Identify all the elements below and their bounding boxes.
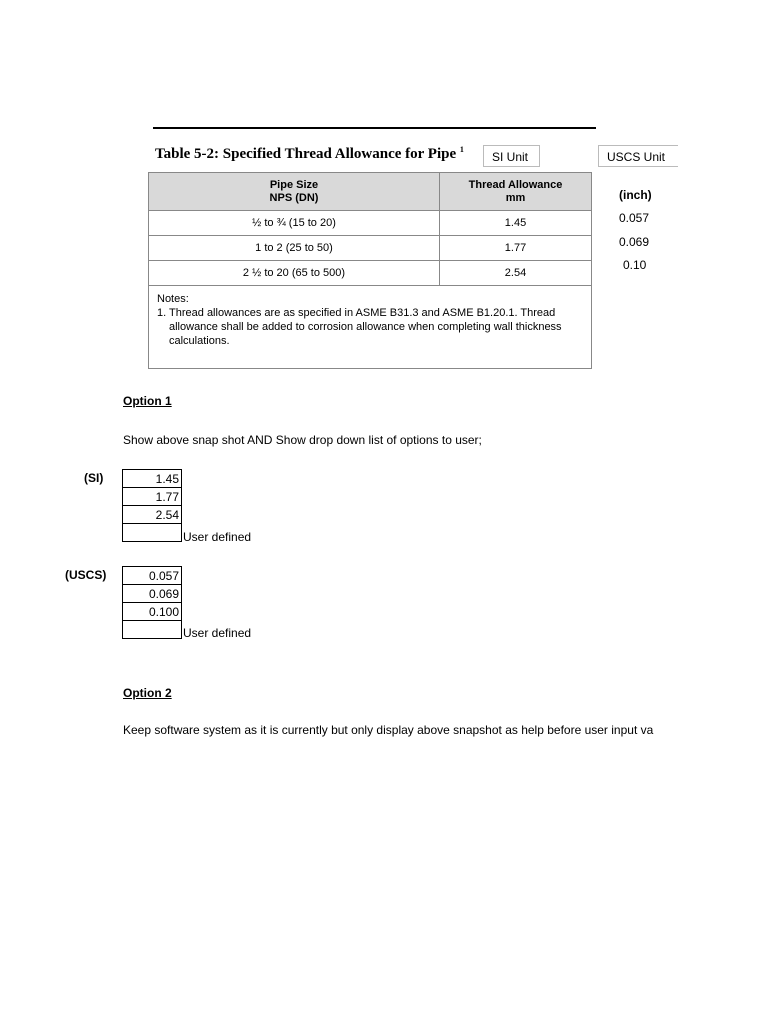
table-row bbox=[149, 236, 592, 261]
si-dropdown-list[interactable] bbox=[122, 469, 182, 542]
pipe-size-cell: ½ to ¾ (15 to 20) bbox=[149, 211, 440, 236]
uscs-row-label: (USCS) bbox=[65, 568, 107, 582]
header-pipe-size-text: Pipe Size NPS (DN) bbox=[269, 178, 319, 204]
uscs-option[interactable]: 0.100 bbox=[123, 603, 182, 621]
si-row-label: (SI) bbox=[84, 471, 104, 485]
table-row bbox=[149, 211, 592, 236]
option2-description: Keep software system as it is currently but only display above snapshot as help before user input va bbox=[123, 723, 654, 737]
notes-row bbox=[149, 286, 592, 369]
thread-allowance-table bbox=[148, 172, 592, 369]
si-option[interactable]: 2.54 bbox=[123, 506, 182, 524]
notes-cell bbox=[149, 286, 592, 369]
uscs-option[interactable]: 0.069 bbox=[123, 585, 182, 603]
inch-header: (inch) bbox=[619, 188, 652, 202]
notes-heading: Notes: bbox=[157, 293, 189, 305]
uscs-dropdown-list[interactable] bbox=[122, 566, 182, 639]
inch-value: 0.10 bbox=[623, 258, 647, 272]
allowance-cell: 2.54 bbox=[440, 261, 592, 286]
uscs-user-defined-label: User defined bbox=[183, 626, 252, 640]
allowance-cell: 1.77 bbox=[440, 236, 592, 261]
header-thread-allowance bbox=[440, 173, 592, 211]
si-option[interactable]: 1.77 bbox=[123, 488, 182, 506]
si-option-user-defined-input[interactable] bbox=[123, 524, 182, 542]
option2-heading: Option 2 bbox=[123, 686, 172, 700]
table-header-row bbox=[149, 173, 592, 211]
allowance-cell: 1.45 bbox=[440, 211, 592, 236]
si-option[interactable]: 1.45 bbox=[123, 470, 182, 488]
header-thread-allowance-text: Thread Allowance mm bbox=[468, 178, 563, 204]
option1-description: Show above snap shot AND Show drop down list of options to user; bbox=[123, 433, 482, 447]
uscs-option[interactable]: 0.057 bbox=[123, 567, 182, 585]
option1-heading: Option 1 bbox=[123, 394, 172, 408]
notes-item: 1. Thread allowances are as specified in ASME B31.3 and ASME B1.20.1. Thread allowance shall be added to corrosion allowance when completing wall thickness calculations. bbox=[157, 307, 562, 347]
inch-value: 0.057 bbox=[619, 211, 650, 225]
uscs-unit-cell[interactable]: USCS Unit bbox=[598, 145, 678, 167]
table-title-text: Table 5-2: Specified Thread Allowance for Pipe bbox=[155, 146, 457, 162]
si-unit-cell[interactable]: SI Unit bbox=[483, 145, 540, 167]
table-title bbox=[155, 145, 464, 163]
top-rule bbox=[153, 127, 596, 129]
uscs-option-user-defined-input[interactable] bbox=[123, 621, 182, 639]
header-pipe-size bbox=[149, 173, 440, 211]
inch-value: 0.069 bbox=[619, 235, 650, 249]
table-row bbox=[149, 261, 592, 286]
pipe-size-cell: 2 ½ to 20 (65 to 500) bbox=[149, 261, 440, 286]
table-title-footnote: 1 bbox=[459, 145, 464, 154]
si-user-defined-label: User defined bbox=[183, 530, 252, 544]
pipe-size-cell: 1 to 2 (25 to 50) bbox=[149, 236, 440, 261]
